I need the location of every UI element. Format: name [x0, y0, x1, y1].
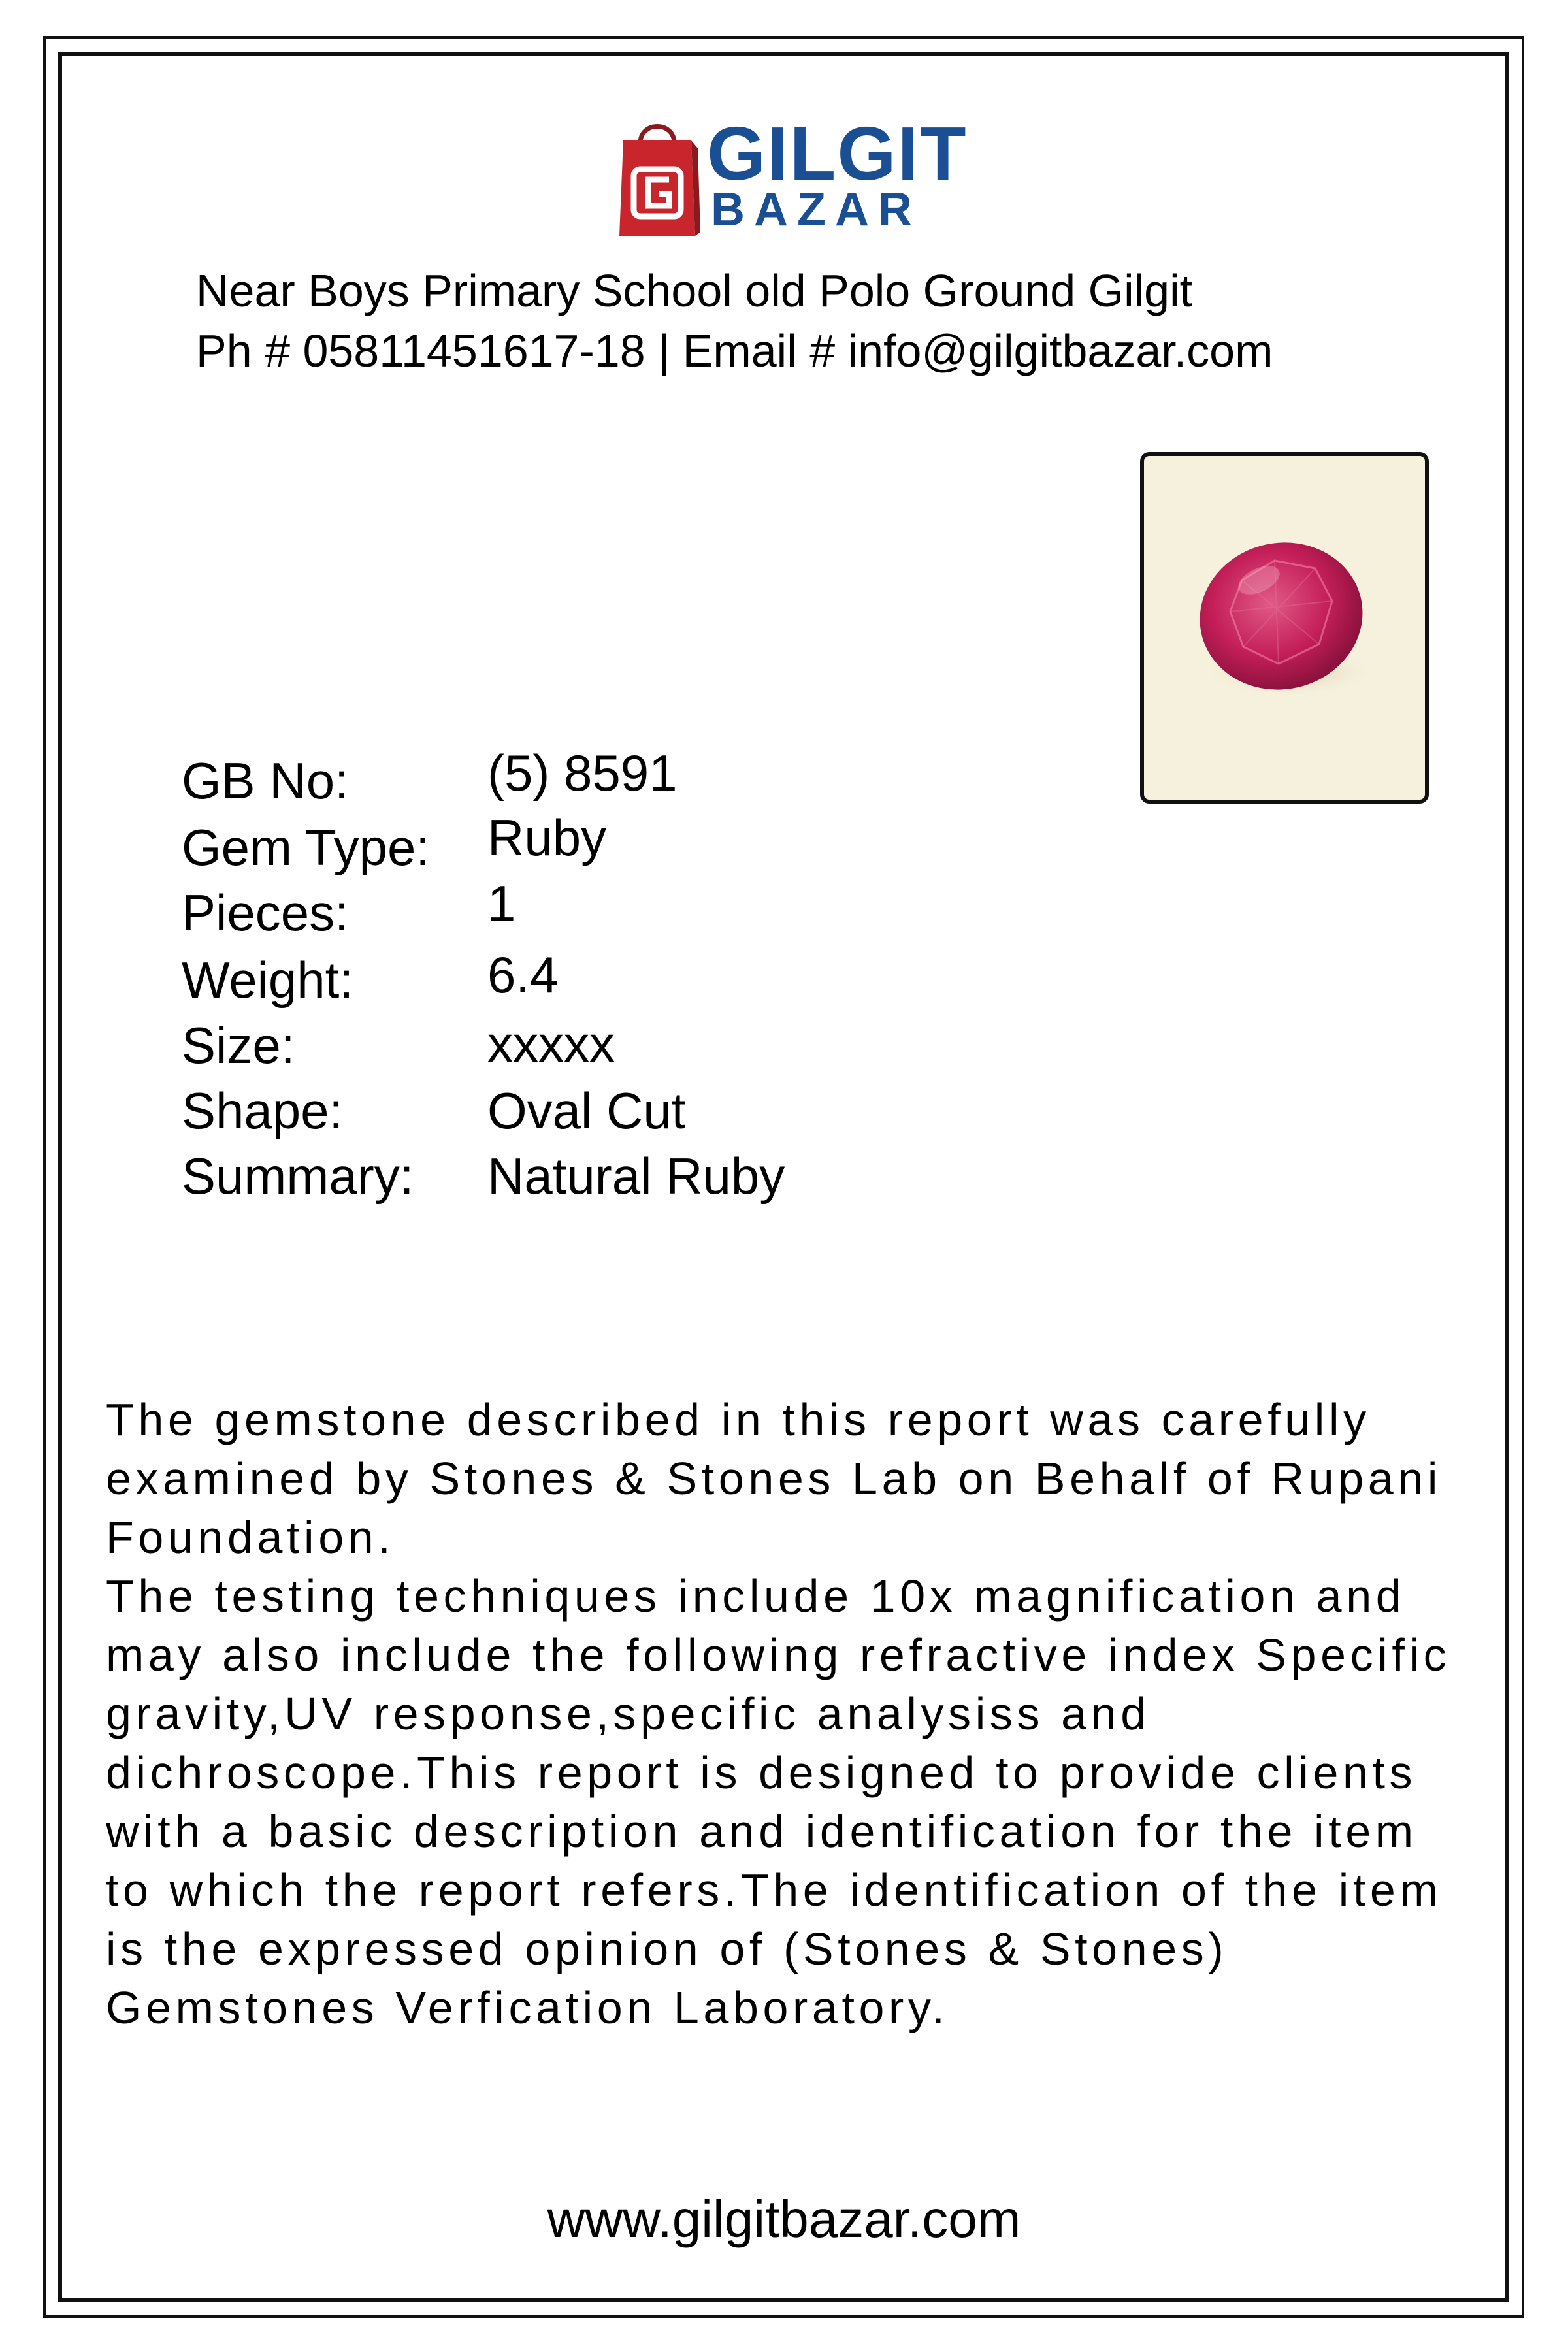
spec-value-gb-no: (5) 8591 — [487, 744, 678, 802]
phone-email-line: Ph # 05811451617-18 | Email # info@gilgitbazar.com — [196, 325, 1273, 376]
gilgit-bazar-logo — [614, 111, 968, 238]
spec-label-gem-type: Gem Type: — [182, 819, 431, 876]
disclaimer-paragraph-2: The testing techniques include 10x magnification and may also include the following refractive index Specific gravity,UV response,specific analysiss and dichroscope.This report is designed to provide clients with a basic description and identification for the item to which the report refers.The identification of the item is the expressed opinion of (Stones & Stones) Gemstones Verfication Laboratory. — [106, 1571, 1451, 2033]
logo-text-gilgit: GILGIT — [707, 111, 968, 196]
shopping-bag-icon — [614, 114, 700, 238]
spec-value-summary: Natural Ruby — [487, 1147, 785, 1205]
ruby-gemstone-image — [1144, 456, 1425, 800]
spec-value-weight: 6.4 — [487, 946, 559, 1004]
spec-label-pieces: Pieces: — [182, 884, 349, 941]
disclaimer-paragraph-1: The gemstone described in this report was carefully examined by Stones & Stones Lab on Behalf of Rupani Foundation. — [106, 1394, 1442, 1563]
spec-label-weight: Weight: — [182, 951, 354, 1009]
spec-value-gem-type: Ruby — [487, 809, 607, 866]
spec-label-gb-no: GB No: — [182, 752, 349, 809]
website-url: www.gilgitbazar.com — [547, 2190, 1021, 2248]
spec-value-shape: Oval Cut — [487, 1082, 686, 1139]
report-disclaimer — [106, 1390, 1478, 2037]
spec-label-shape: Shape: — [182, 1082, 344, 1139]
spec-label-summary: Summary: — [182, 1147, 414, 1205]
spec-label-size: Size: — [182, 1017, 295, 1074]
gem-photo — [1140, 452, 1429, 804]
spec-value-pieces: 1 — [487, 875, 516, 932]
spec-value-size: xxxxx — [487, 1015, 615, 1073]
address-line: Near Boys Primary School old Polo Ground Gilgit — [196, 265, 1193, 316]
logo-text-bazar: BAZAR — [711, 184, 921, 236]
